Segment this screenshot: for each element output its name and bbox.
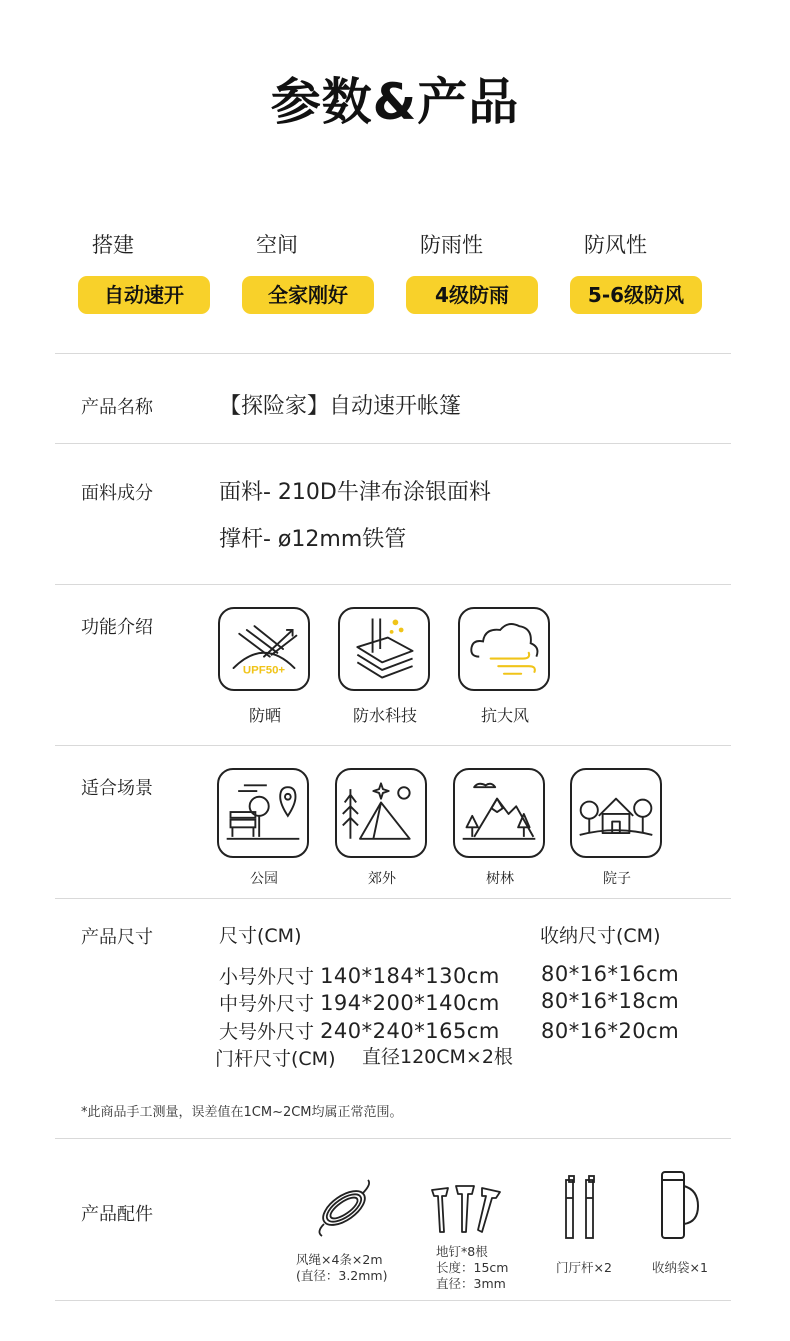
upf-badge-text: UPF50+ bbox=[242, 664, 286, 677]
scene-courtyard bbox=[570, 768, 664, 888]
accessory-caption: 地钉*8根 长度：15cm 直径：3mm bbox=[436, 1244, 509, 1291]
packed-size-header: 收纳尺寸(CM) bbox=[540, 925, 661, 947]
size-row-large bbox=[219, 1017, 500, 1044]
size-value: 194*200*140cm bbox=[320, 991, 500, 1015]
page-title: 参数&产品 bbox=[270, 73, 520, 131]
size-value: 140*184*130cm bbox=[320, 964, 500, 988]
material-label: 面料成分 bbox=[81, 483, 153, 504]
suburb-camping-icon bbox=[335, 768, 427, 858]
door-pole-value: 直径120CM×2根 bbox=[362, 1046, 513, 1068]
product-name-value: 【探险家】自动速开帐篷 bbox=[219, 394, 462, 419]
size-value: 240*240*165cm bbox=[320, 1019, 500, 1043]
packed-size-value: 80*16*18cm bbox=[541, 989, 680, 1013]
forest-icon bbox=[453, 768, 545, 858]
feature-caption: 防晒 bbox=[248, 706, 281, 725]
divider bbox=[55, 584, 731, 585]
door-pole-label: 门杆尺寸(CM) bbox=[215, 1048, 336, 1070]
divider bbox=[55, 898, 731, 899]
scene-park bbox=[217, 768, 311, 888]
highlight-label: 搭建 bbox=[92, 233, 134, 257]
feature-caption: 抗大风 bbox=[480, 706, 529, 725]
material-pole: 撑杆- ø12mm铁管 bbox=[219, 527, 407, 552]
scene-caption: 院子 bbox=[603, 871, 631, 887]
divider bbox=[55, 353, 731, 354]
scene-suburb bbox=[335, 768, 429, 888]
packed-size-medium bbox=[541, 989, 679, 1013]
highlight-badge: 4级防雨 bbox=[406, 276, 538, 314]
divider bbox=[55, 1138, 731, 1139]
feature-windproof bbox=[458, 607, 552, 726]
accessory-caption: 门厅杆×2 bbox=[556, 1260, 612, 1275]
features-label: 功能介绍 bbox=[81, 617, 153, 638]
wind-cloud-icon bbox=[458, 607, 550, 691]
size-name: 大号外尺寸 bbox=[219, 1021, 315, 1043]
divider bbox=[55, 443, 731, 444]
accessory-caption: 风绳×4条×2m (直径：3.2mm) bbox=[296, 1252, 388, 1283]
scene-caption: 树林 bbox=[486, 871, 514, 887]
highlight-badge: 自动速开 bbox=[78, 276, 210, 314]
packed-size-value: 80*16*20cm bbox=[541, 1019, 680, 1043]
packed-size-large bbox=[541, 1019, 679, 1043]
material-fabric: 面料- 210D牛津布涂银面料 bbox=[219, 480, 491, 505]
size-name: 中号外尺寸 bbox=[219, 993, 315, 1015]
highlight-label: 空间 bbox=[256, 233, 298, 257]
highlight-space bbox=[242, 230, 374, 314]
courtyard-icon bbox=[570, 768, 662, 858]
highlight-label: 防风性 bbox=[584, 233, 647, 257]
size-header: 尺寸(CM) bbox=[219, 925, 302, 947]
highlight-windproof bbox=[570, 230, 702, 314]
highlight-label: 防雨性 bbox=[420, 233, 483, 257]
park-icon bbox=[217, 768, 309, 858]
size-row-medium bbox=[219, 989, 500, 1016]
scene-caption: 郊外 bbox=[368, 871, 396, 887]
highlight-badge: 全家刚好 bbox=[242, 276, 374, 314]
accessory-caption: 收纳袋×1 bbox=[652, 1260, 708, 1275]
sizes-label: 产品尺寸 bbox=[81, 927, 153, 948]
feature-caption: 防水科技 bbox=[352, 706, 417, 725]
product-name-label: 产品名称 bbox=[81, 397, 153, 418]
storage-bag-icon bbox=[656, 1168, 702, 1242]
scene-caption: 公园 bbox=[250, 871, 278, 887]
accessories-label: 产品配件 bbox=[81, 1204, 153, 1225]
measurement-note: *此商品手工测量，误差值在1CM~2CM均属正常范围。 bbox=[81, 1105, 403, 1120]
packed-size-value: 80*16*16cm bbox=[541, 962, 680, 986]
wind-rope-icon bbox=[310, 1178, 380, 1238]
size-name: 小号外尺寸 bbox=[219, 966, 315, 988]
highlight-setup bbox=[78, 230, 210, 314]
waterproof-fabric-icon bbox=[338, 607, 430, 691]
scenes-label: 适合场景 bbox=[81, 778, 153, 799]
highlight-badge: 5-6级防风 bbox=[570, 276, 702, 314]
door-pole-icon bbox=[560, 1172, 606, 1240]
feature-waterproof bbox=[338, 607, 432, 726]
scene-forest bbox=[453, 768, 547, 888]
feature-sun-protection bbox=[218, 607, 312, 726]
highlight-rainproof bbox=[406, 230, 538, 314]
divider bbox=[55, 745, 731, 746]
packed-size-small bbox=[541, 962, 679, 986]
sun-protection-icon bbox=[218, 607, 310, 691]
size-row-small bbox=[219, 962, 500, 989]
ground-peg-icon bbox=[428, 1180, 504, 1236]
divider bbox=[55, 1300, 731, 1301]
